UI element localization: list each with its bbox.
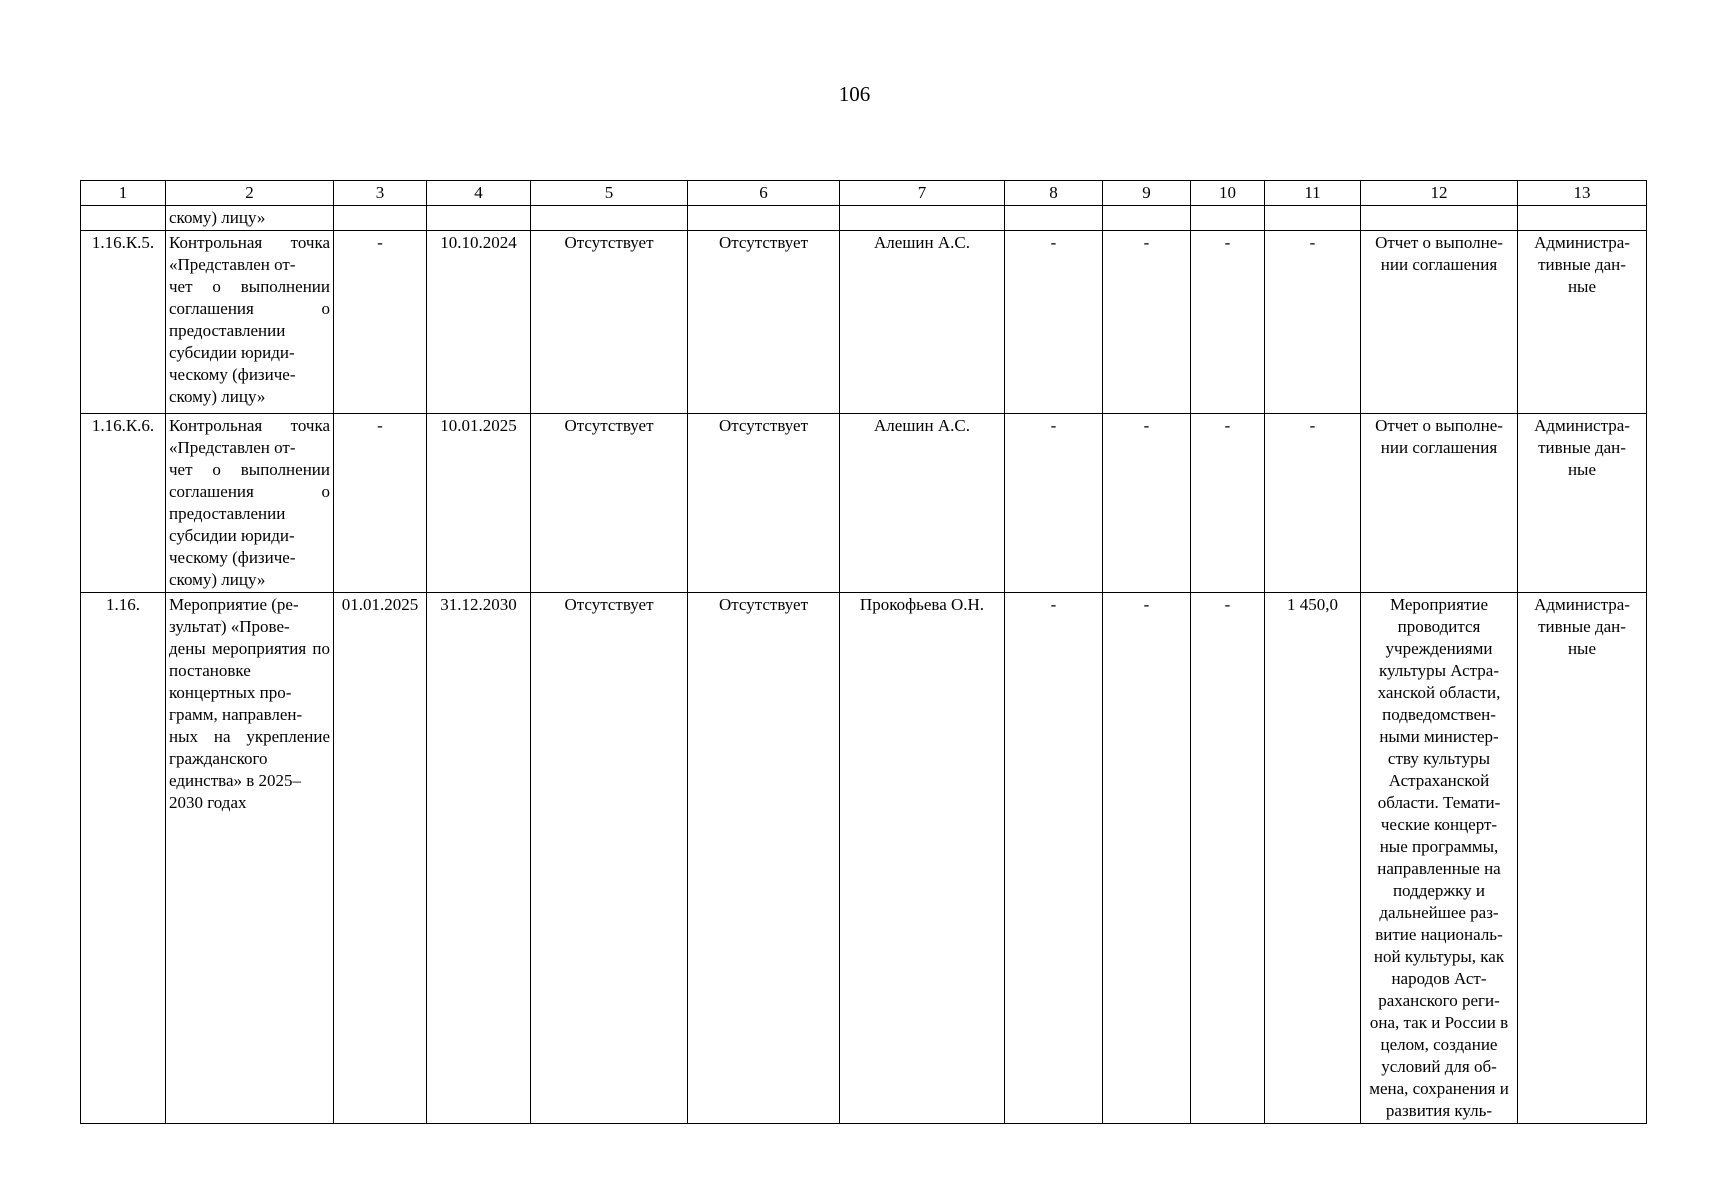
- column-header: 13: [1518, 181, 1647, 206]
- table-cell: [334, 206, 427, 231]
- column-header: 4: [427, 181, 531, 206]
- cell-col6: Отсутствует: [688, 593, 840, 1124]
- row-title: Контрольная точка «Представлен от- чет о выполнении соглашения о предоставлении субсидии юриди- ческому (физиче- скому) лицу»: [166, 414, 334, 593]
- responsible: Прокофьева О.Н.: [840, 593, 1005, 1124]
- continuation-row: [81, 206, 1647, 231]
- cell-col10: -: [1191, 231, 1265, 414]
- table-row: [81, 593, 1647, 1124]
- table-cell: [840, 206, 1005, 231]
- end-date: 10.01.2025: [427, 414, 531, 593]
- row-number: 1.16.К.6.: [81, 414, 166, 593]
- column-header: 5: [531, 181, 688, 206]
- end-date: 10.10.2024: [427, 231, 531, 414]
- column-header: 12: [1361, 181, 1518, 206]
- cell-col11: -: [1265, 231, 1361, 414]
- result-description: Отчет о выполне- нии соглашения: [1361, 231, 1518, 414]
- row-number: 1.16.К.5.: [81, 231, 166, 414]
- cell-col9: -: [1103, 231, 1191, 414]
- table-cell: [427, 206, 531, 231]
- column-header: 6: [688, 181, 840, 206]
- column-number-row: [81, 181, 1647, 206]
- cell-col8: -: [1005, 414, 1103, 593]
- column-header: 9: [1103, 181, 1191, 206]
- cell-col5: Отсутствует: [531, 231, 688, 414]
- table-cell: [1005, 206, 1103, 231]
- plan-table: [80, 180, 1647, 1124]
- cell-col6: Отсутствует: [688, 231, 840, 414]
- responsible: Алешин А.С.: [840, 231, 1005, 414]
- row-number: 1.16.: [81, 593, 166, 1124]
- cell-col5: Отсутствует: [531, 414, 688, 593]
- column-header: 3: [334, 181, 427, 206]
- table-cell: [688, 206, 840, 231]
- table-cell: [81, 206, 166, 231]
- result-description: Отчет о выполне- нии соглашения: [1361, 414, 1518, 593]
- table-cell: [1191, 206, 1265, 231]
- table-cell: [531, 206, 688, 231]
- column-header: 1: [81, 181, 166, 206]
- column-header: 8: [1005, 181, 1103, 206]
- row-title: Мероприятие (ре- зультат) «Прове- дены мероприятия по постановке концертных про- грамм, направлен- ных на укрепление гражданского единства» в 2025– 2030 годах: [166, 593, 334, 1124]
- start-date: -: [334, 414, 427, 593]
- result-description: Мероприятие проводится учреждениями культуры Астра- ханской области, подведомствен- ными министер- ству культуры Астраханской области. Темати- ческие концерт- ные программы, направленные на поддержку и дальнейшее раз- витие националь- ной культуры, как народов Аст- раханского реги- она, так и России в целом, создание условий для об- мена, сохранения и развития куль-: [1361, 593, 1518, 1124]
- column-header: 7: [840, 181, 1005, 206]
- table-cell: скому) лицу»: [166, 206, 334, 231]
- table-cell: [1361, 206, 1518, 231]
- cell-col8: -: [1005, 231, 1103, 414]
- start-date: -: [334, 231, 427, 414]
- data-source: Администра- тивные дан- ные: [1518, 414, 1647, 593]
- table-cell: [1518, 206, 1647, 231]
- data-source: Администра- тивные дан- ные: [1518, 593, 1647, 1124]
- table-cell: [1265, 206, 1361, 231]
- column-header: 11: [1265, 181, 1361, 206]
- end-date: 31.12.2030: [427, 593, 531, 1124]
- start-date: 01.01.2025: [334, 593, 427, 1124]
- cell-col8: -: [1005, 593, 1103, 1124]
- cell-col6: Отсутствует: [688, 414, 840, 593]
- cell-col11: 1 450,0: [1265, 593, 1361, 1124]
- data-source: Администра- тивные дан- ные: [1518, 231, 1647, 414]
- table-row: [81, 414, 1647, 593]
- table-row: [81, 231, 1647, 414]
- cell-col9: -: [1103, 593, 1191, 1124]
- column-header: 2: [166, 181, 334, 206]
- cell-col9: -: [1103, 414, 1191, 593]
- table-cell: [1103, 206, 1191, 231]
- cell-col10: -: [1191, 593, 1265, 1124]
- page-number: 106: [838, 82, 871, 106]
- responsible: Алешин А.С.: [840, 414, 1005, 593]
- cell-col5: Отсутствует: [531, 593, 688, 1124]
- cell-col10: -: [1191, 414, 1265, 593]
- cell-col11: -: [1265, 414, 1361, 593]
- column-header: 10: [1191, 181, 1265, 206]
- row-title: Контрольная точка «Представлен от- чет о выполнении соглашения о предоставлении субсидии юриди- ческому (физиче- скому) лицу»: [166, 231, 334, 414]
